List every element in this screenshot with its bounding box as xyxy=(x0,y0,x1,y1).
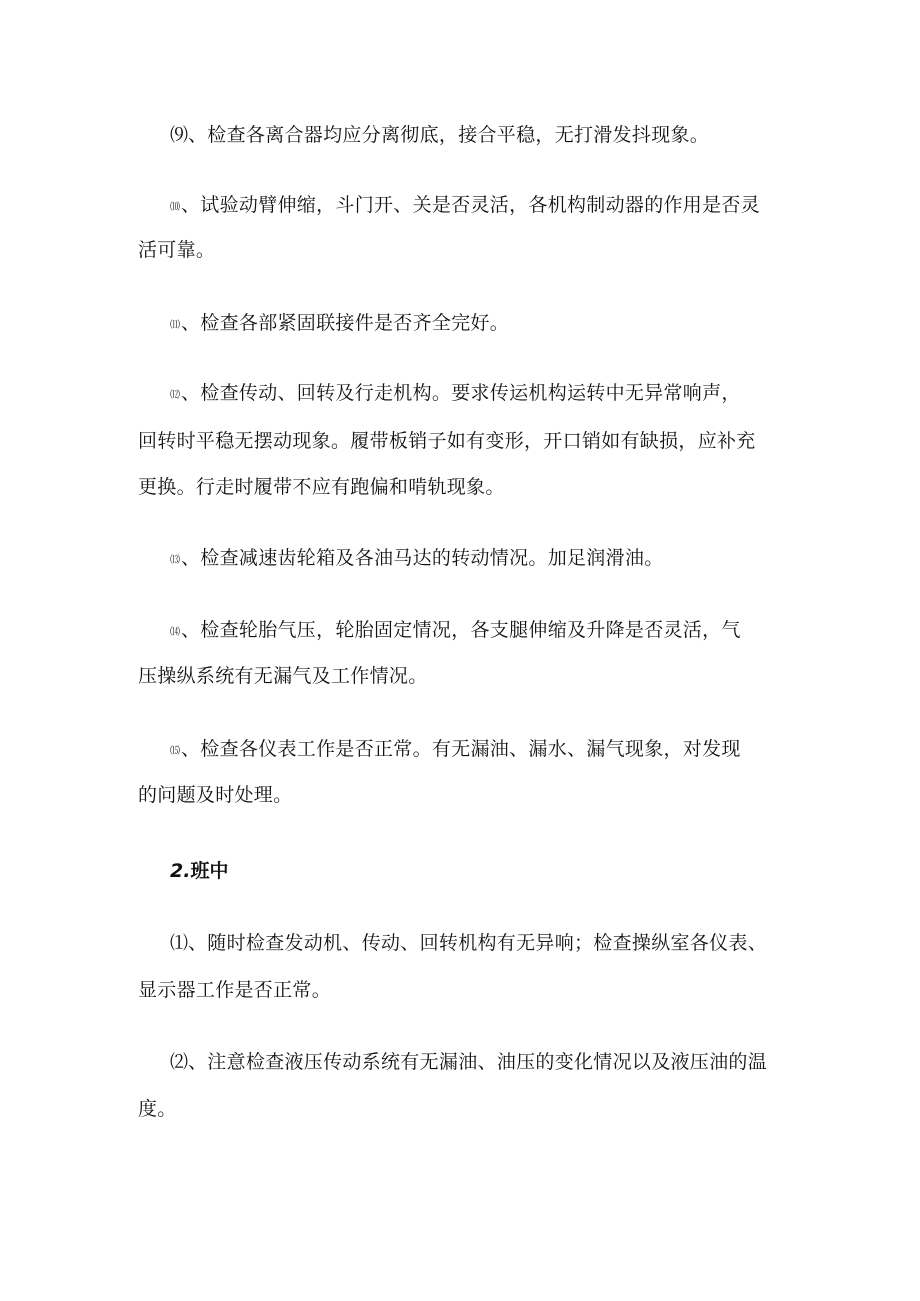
section-heading xyxy=(170,859,228,883)
item-15-line-1 xyxy=(170,737,741,764)
item-number: ⑼ xyxy=(170,125,188,146)
item-number: ⑿ xyxy=(170,390,180,401)
item-11 xyxy=(170,311,509,338)
item-12-line-1 xyxy=(170,381,741,408)
sub-item-2-line-2: 度。 xyxy=(138,1098,177,1120)
item-13 xyxy=(170,546,664,573)
item-number: ⑵ xyxy=(170,1052,188,1073)
item-14-line-1 xyxy=(170,618,741,645)
item-text: 、试验动臂伸缩，斗门开、关是否灵活，各机构制动器的作用是否灵 xyxy=(181,194,761,216)
item-number: ⑽ xyxy=(170,202,180,213)
item-12-line-3: 更换。行走时履带不应有跑偏和啃轨现象。 xyxy=(138,476,505,498)
item-number: ⑴ xyxy=(170,933,188,954)
item-12-line-2: 回转时平稳无摆动现象。履带板销子如有变形，开口销如有缺损，应补充 xyxy=(138,430,756,452)
item-text: 、注意检查液压传动系统有无漏油、油压的变化情况以及液压油的温 xyxy=(188,1051,768,1073)
item-15-line-2: 的问题及时处理。 xyxy=(138,784,293,806)
item-10-line-1 xyxy=(170,193,760,220)
sub-item-2-line-1 xyxy=(170,1050,767,1075)
item-text: 、随时检查发动机、传动、回转机构有无异响；检查操纵室各仪表、 xyxy=(188,932,768,954)
item-14-line-2: 压操纵系统有无漏气及工作情况。 xyxy=(138,665,428,687)
item-number: ⒂ xyxy=(170,746,180,757)
item-text: 、检查各离合器均应分离彻底，接合平稳，无打滑发抖现象。 xyxy=(188,124,710,146)
section-title: 班中 xyxy=(190,860,229,882)
item-text: 、检查减速齿轮箱及各油马达的转动情况。加足润滑油。 xyxy=(181,547,664,569)
item-text: 、检查各仪表工作是否正常。有无漏油、漏水、漏气现象，对发现 xyxy=(181,738,741,760)
item-text: 、检查传动、回转及行走机构。要求传运机构运转中无异常响声， xyxy=(181,382,741,404)
item-text: 、检查轮胎气压，轮胎固定情况，各支腿伸缩及升降是否灵活，气 xyxy=(181,619,741,641)
item-10-line-2: 活可靠。 xyxy=(138,239,216,261)
sub-item-1-line-1 xyxy=(170,931,767,956)
sub-item-1-line-2: 显示器工作是否正常。 xyxy=(138,979,332,1001)
item-text: 、检查各部紧固联接件是否齐全完好。 xyxy=(181,312,510,334)
item-number: ⒀ xyxy=(170,555,180,566)
item-9 xyxy=(170,123,709,148)
item-number: ⒁ xyxy=(170,627,180,638)
item-number: ⑾ xyxy=(170,320,180,331)
section-number: 2. xyxy=(170,860,191,882)
